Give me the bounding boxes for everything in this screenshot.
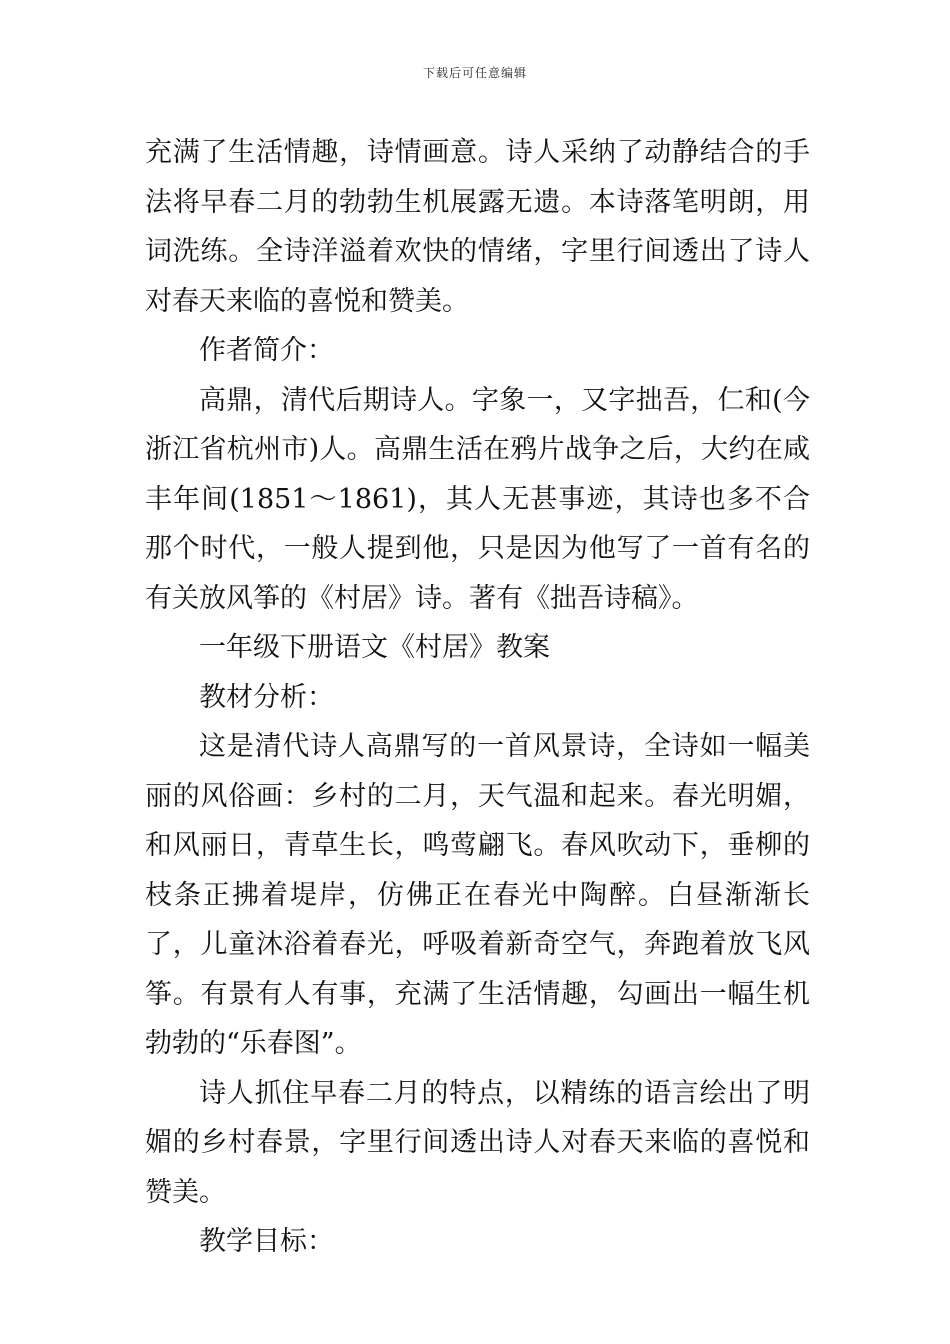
heading-teaching-goals: 教学目标： [199, 1226, 334, 1257]
paragraph-author-bio: 高鼎，清代后期诗人。字象一，又字拙吾，仁和(今浙江省杭州市)人。高鼎生活在鸦片战争之后，大约在咸丰年间(1851～1861)，其人无甚事迹，其诗也多不合那个时代，一般人提到他，只是因为他写了一首有名的有关放风筝的《村居》诗。著有《拙吾诗稿》。 [145, 384, 810, 614]
paragraph-poet-focus: 诗人抓住早春二月的特点，以精练的语言绘出了明媚的乡村春景，字里行间透出诗人对春天来临的喜悦和赞美。 [145, 1077, 810, 1208]
heading-lesson-plan-title: 一年级下册语文《村居》教案 [199, 632, 550, 663]
document-body [145, 128, 810, 1267]
paragraph-material-analysis: 这是清代诗人高鼎写的一首风景诗，全诗如一幅美丽的风俗画：乡村的二月，天气温和起来。春光明媚，和风丽日，青草生长，鸣莺翩飞。春风吹动下，垂柳的枝条正拂着堤岸，仿佛正在春光中陶醉。白昼渐渐长了，儿童沐浴着春光，呼吸着新奇空气，奔跑着放飞风筝。有景有人有事，充满了生活情趣，勾画出一幅生机勃勃的“乐春图”。 [145, 731, 810, 1059]
heading-material-analysis: 教材分析： [199, 681, 334, 713]
heading-author-intro: 作者简介： [199, 335, 334, 366]
paragraph-poem-analysis: 充满了生活情趣，诗情画意。诗人采纳了动静结合的手法将早春二月的勃勃生机展露无遗。本诗落笔明朗，用词洗练。全诗洋溢着欢快的情绪，字里行间透出了诗人对春天来临的喜悦和赞美。 [145, 137, 810, 317]
page-header: 下载后可任意编辑 [422, 66, 527, 80]
